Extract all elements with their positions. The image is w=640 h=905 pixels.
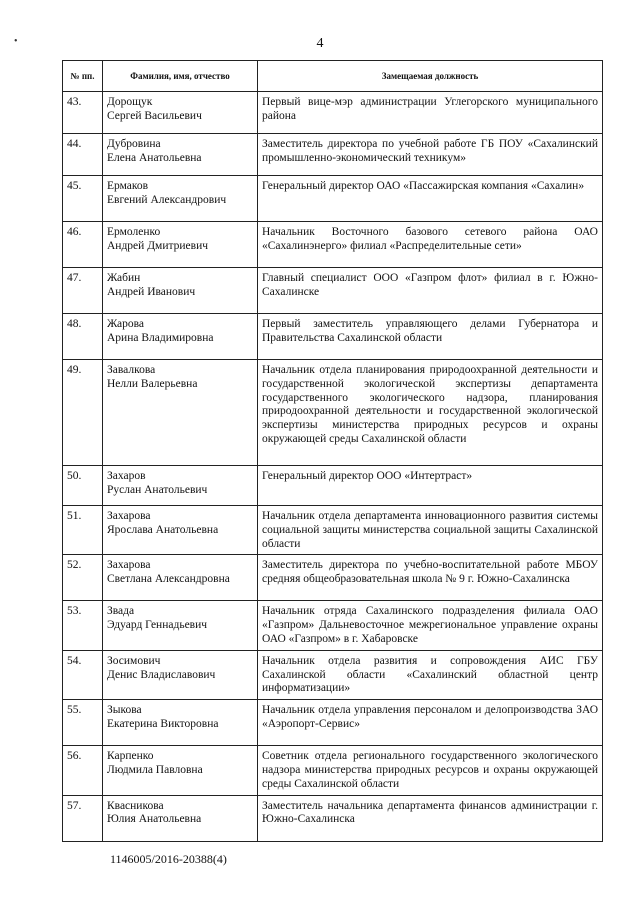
table-header-row [63,61,603,92]
given-names: Андрей Дмитриевич [107,239,209,252]
surname: Ермоленко [107,226,161,238]
given-names: Андрей Иванович [107,285,196,298]
header-number: № пп. [63,61,103,92]
table-row [63,466,603,506]
row-position: Заместитель директора по учебной работе ГБ ПОУ «Сахалинский промышленно-экономический техникум» [258,134,603,176]
surname: Зыкова [107,704,142,717]
table-row [63,360,603,466]
given-names: Руслан Анатольевич [107,483,208,496]
row-position: Начальник отдела департамента инновационного развития системы социальной защиты министерства социальной защиты Сахалинской области [258,506,603,555]
row-number: 46. [63,222,103,268]
header-full-name: Фамилия, имя, отчество [103,61,258,92]
row-position: Советник отдела регионального государственного экологического надзора министерства природных ресурсов и охраны окружающей среды Сахалинской области [258,746,603,795]
row-full-name [103,222,258,268]
table-row [63,314,603,360]
row-number: 51. [63,506,103,555]
table-row [63,601,603,650]
table-body [63,92,603,842]
surname: Захарова [107,510,151,522]
given-names: Юлия Анатольевна [107,813,202,826]
row-position: Начальник отдела планирования природоохранной деятельности и государственной экологической экспертизы департамента государственного экологического надзора, планирования природоохранной деятельности и государственной экологической экспертизы министерства природных ресурсов и охраны окружающей среды Сахалинской области [258,360,603,466]
row-number: 55. [63,700,103,746]
surname: Карпенко [107,750,154,763]
row-position: Генеральный директор ООО «Интертраст» [258,466,603,506]
row-position: Первый вице-мэр администрации Углегорского муниципального района [258,92,603,134]
given-names: Арина Владимировна [107,331,214,344]
table-row [63,650,603,699]
header-position: Замещаемая должность [258,61,603,92]
row-number: 44. [63,134,103,176]
row-position: Заместитель начальника департамента финансов администрации г. Южно-Сахалинска [258,795,603,841]
given-names: Евгений Александрович [107,193,227,206]
given-names: Ярослава Анатольевна [107,523,219,536]
row-full-name [103,314,258,360]
row-number: 50. [63,466,103,506]
surname: Завалкова [107,364,156,376]
row-number: 56. [63,746,103,795]
surname: Захаров [107,470,146,482]
given-names: Елена Анатольевна [107,151,202,164]
row-position: Начальник отдела развития и сопровождения АИС ГБУ Сахалинской области «Сахалинский областной центр информатизации» [258,650,603,699]
surname: Дубровина [107,138,161,150]
row-position: Генеральный директор ОАО «Пассажирская компания «Сахалин» [258,176,603,222]
given-names: Сергей Васильевич [107,109,202,122]
surname: Зосимович [107,654,161,667]
page-number: 4 [316,36,324,51]
row-full-name [103,700,258,746]
row-number: 43. [63,92,103,134]
surname: Жабин [107,272,141,284]
row-number: 45. [63,176,103,222]
row-full-name [103,555,258,601]
given-names: Екатерина Викторовна [107,717,219,730]
surname: Ермаков [107,180,149,192]
table-row [63,700,603,746]
row-position: Заместитель директора по учебно-воспитательной работе МБОУ средняя общеобразовательная школа № 9 г. Южно-Сахалинска [258,555,603,601]
row-full-name [103,466,258,506]
table-row [63,795,603,841]
table-row [63,555,603,601]
given-names: Денис Владиславович [107,668,216,681]
row-full-name [103,92,258,134]
table-row [63,92,603,134]
surname: Дорощук [107,96,153,108]
row-number: 47. [63,268,103,314]
table-row [63,176,603,222]
table-row [63,134,603,176]
document-code: 1146005/2016-20388(4) [110,852,227,866]
row-full-name [103,601,258,650]
row-full-name [103,268,258,314]
surname: Захарова [107,559,151,572]
row-full-name [103,795,258,841]
row-full-name [103,650,258,699]
surname: Звада [107,605,135,618]
staff-table [62,60,603,842]
row-full-name [103,176,258,222]
row-number: 54. [63,650,103,699]
given-names: Светлана Александровна [107,573,230,586]
table-row [63,268,603,314]
given-names: Людмила Павловна [107,763,203,776]
row-number: 53. [63,601,103,650]
stray-mark: • [14,36,18,47]
given-names: Нелли Валерьевна [107,377,198,390]
row-full-name [103,134,258,176]
row-position: Начальник отряда Сахалинского подразделения филиала ОАО «Газпром» Дальневосточное межрегиональное управление охраны ОАО «Газпром» в г. Хабаровске [258,601,603,650]
row-full-name [103,360,258,466]
row-position: Начальник отдела управления персоналом и делопроизводства ЗАО «Аэропорт-Сервис» [258,700,603,746]
row-position: Главный специалист ООО «Газпром флот» филиал в г. Южно-Сахалинске [258,268,603,314]
surname: Жарова [107,318,145,330]
row-number: 57. [63,795,103,841]
table-row [63,746,603,795]
given-names: Эдуард Геннадьевич [107,619,208,632]
row-position: Начальник Восточного базового сетевого района ОАО «Сахалинэнерго» филиал «Распределительные сети» [258,222,603,268]
row-full-name [103,746,258,795]
table-row [63,506,603,555]
row-number: 52. [63,555,103,601]
table-row [63,222,603,268]
row-full-name [103,506,258,555]
row-number: 49. [63,360,103,466]
row-number: 48. [63,314,103,360]
surname: Квасникова [107,799,164,812]
row-position: Первый заместитель управляющего делами Губернатора и Правительства Сахалинской области [258,314,603,360]
